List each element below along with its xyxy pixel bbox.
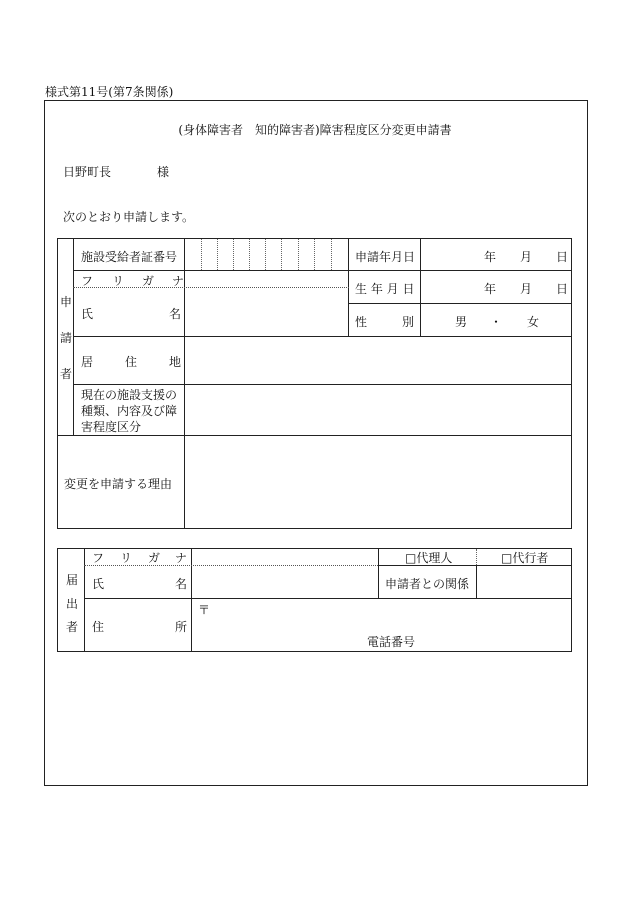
date-unit: 年: [484, 282, 497, 296]
honorific: 様: [157, 165, 170, 179]
furigana-label-char: ガ: [148, 551, 161, 565]
form-frame: [44, 100, 588, 786]
date-unit: 月: [520, 282, 533, 296]
name-label-char: 氏: [92, 577, 105, 591]
current-support-label: 害程度区分: [81, 420, 142, 434]
date-unit: 年: [484, 250, 497, 264]
furigana-label-char: ナ: [175, 551, 188, 565]
name-label-char: 氏: [81, 307, 94, 321]
applicant-section-char: 者: [60, 367, 73, 381]
sex-separator: ・: [490, 315, 503, 329]
name-label-char: 名: [175, 577, 188, 591]
intro-text: 次のとおり申請します。: [63, 210, 195, 224]
form-title: (身体障害者 知的障害者)障害程度区分変更申請書: [178, 123, 452, 137]
female-option: 女: [527, 315, 540, 329]
address-label-char: 住: [125, 355, 138, 369]
form-id: 様式第11号(第7条関係): [45, 85, 174, 99]
furigana-label-char: ガ: [142, 274, 155, 288]
notifier-section-char: 届: [66, 573, 79, 587]
furigana-label-char: フ: [81, 274, 94, 288]
address-label-char: 居: [81, 355, 94, 369]
furigana-label-char: リ: [112, 274, 125, 288]
addressee: 日野町長: [63, 165, 112, 179]
male-option: 男: [455, 315, 468, 329]
current-support-label: 種類、内容及び障: [81, 404, 178, 418]
applicant-section-char: 請: [60, 331, 73, 345]
apply-date-label: 申請年月日: [355, 250, 416, 264]
agent-checkbox-label: □代行者: [501, 551, 549, 565]
notifier-section-char: 出: [66, 597, 79, 611]
applicant-section-char: 申: [60, 295, 73, 309]
furigana-label-char: フ: [92, 551, 105, 565]
proxy-checkbox-label: □代理人: [405, 551, 453, 565]
address-label-char: 住: [92, 620, 105, 634]
notifier-section-char: 者: [66, 620, 79, 634]
phone-label: 電話番号: [367, 635, 416, 649]
date-unit: 月: [520, 250, 533, 264]
address-label-char: 地: [169, 355, 182, 369]
sex-label-char: 別: [402, 315, 415, 329]
relation-label: 申請者との関係: [385, 577, 470, 591]
name-label-char: 名: [169, 307, 182, 321]
reason-label: 変更を申請する理由: [64, 477, 173, 491]
address-label-char: 所: [175, 620, 188, 634]
date-unit: 日: [556, 250, 569, 264]
date-unit: 日: [556, 282, 569, 296]
current-support-label: 現在の施設支援の: [81, 388, 178, 402]
furigana-label-char: ナ: [172, 274, 185, 288]
furigana-label-char: リ: [120, 551, 133, 565]
sex-label-char: 性: [355, 315, 368, 329]
cert-number-label: 施設受給者証番号: [81, 250, 178, 264]
postal-mark: 〒: [198, 603, 211, 617]
birth-date-label: 生 年 月 日: [355, 282, 415, 296]
